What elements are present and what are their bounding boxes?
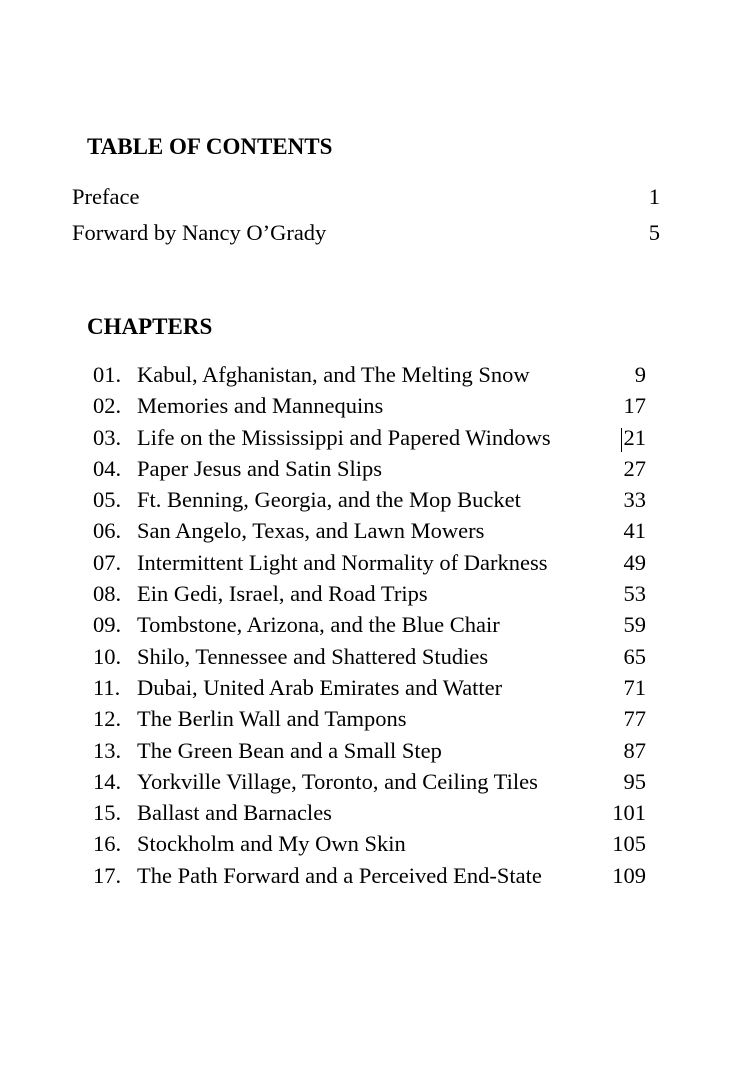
chapter-row[interactable] (93, 455, 653, 489)
chapter-number: 04. (93, 455, 122, 481)
chapter-page-number: 49 (623, 549, 646, 575)
chapters-heading: CHAPTERS (87, 314, 213, 339)
chapter-title: The Green Bean and a Small Step (137, 737, 442, 763)
chapter-title: Dubai, United Arab Emirates and Watter (137, 674, 503, 700)
chapter-page-number: 105 (612, 831, 646, 857)
chapter-number: 01. (93, 362, 122, 387)
chapter-row[interactable] (93, 643, 653, 677)
chapter-title: Ein Gedi, Israel, and Road Trips (137, 581, 428, 607)
chapter-page-number: 59 (623, 612, 646, 638)
chapter-page-number: 21 (623, 424, 646, 450)
chapter-number: 15. (93, 800, 122, 826)
chapter-number: 17. (93, 862, 122, 888)
chapter-row[interactable] (93, 833, 653, 864)
chapter-row[interactable] (93, 802, 653, 833)
chapter-number: 12. (93, 706, 122, 732)
chapter-row[interactable] (93, 424, 653, 458)
chapter-number: 16. (93, 831, 122, 857)
chapter-title: San Angelo, Texas, and Lawn Mowers (137, 518, 485, 544)
chapter-row[interactable] (93, 364, 653, 395)
chapter-page-number: 53 (623, 581, 646, 607)
chapter-page-number: 41 (623, 518, 646, 544)
chapter-number: 02. (93, 393, 122, 419)
chapter-row[interactable] (93, 674, 653, 708)
chapter-number: 03. (93, 424, 122, 450)
chapter-number: 07. (93, 549, 122, 575)
chapter-number: 05. (93, 487, 122, 513)
chapter-row[interactable] (93, 708, 653, 739)
chapter-page-number: 65 (623, 643, 646, 669)
chapter-number: 09. (93, 612, 122, 638)
chapter-title: The Berlin Wall and Tampons (137, 706, 407, 732)
chapter-row[interactable] (93, 768, 653, 802)
chapter-page-number: 95 (623, 768, 646, 794)
chapter-row[interactable] (93, 549, 653, 583)
chapter-title: Tombstone, Arizona, and the Blue Chair (137, 612, 500, 638)
chapter-title: Ballast and Barnacles (137, 800, 332, 826)
chapter-page-number: 17 (623, 393, 646, 419)
chapter-title: Intermittent Light and Normality of Darkness (137, 549, 548, 575)
chapter-row[interactable] (93, 489, 653, 520)
chapter-page-number: 33 (623, 487, 646, 513)
front-matter-title: Forward by Nancy O’Grady (72, 220, 327, 245)
chapter-title: Yorkville Village, Toronto, and Ceiling Tiles (137, 768, 538, 794)
chapter-list (93, 364, 653, 896)
chapter-row[interactable] (93, 862, 653, 896)
chapter-row[interactable] (93, 583, 653, 614)
chapter-row[interactable] (93, 395, 653, 426)
chapter-title: The Path Forward and a Perceived End-State (137, 862, 542, 888)
front-matter-title: Preface (72, 184, 140, 209)
chapter-title: Memories and Mannequins (137, 393, 384, 419)
front-matter-page: 5 (648, 220, 660, 245)
chapter-page-number: 77 (623, 706, 646, 732)
chapter-number: 08. (93, 581, 122, 607)
chapter-title: Stockholm and My Own Skin (137, 831, 406, 857)
chapter-title: Shilo, Tennessee and Shattered Studies (137, 643, 489, 669)
chapter-title: Life on the Mississippi and Papered Windows (137, 424, 551, 450)
chapter-row[interactable] (93, 737, 653, 771)
chapter-title: Paper Jesus and Satin Slips (137, 455, 382, 481)
chapter-number: 14. (93, 768, 122, 794)
toc-heading: TABLE OF CONTENTS (87, 134, 333, 159)
chapter-number: 06. (93, 518, 122, 544)
chapter-row[interactable] (93, 614, 653, 645)
chapter-number: 11. (93, 674, 121, 700)
text-cursor (621, 428, 622, 452)
chapter-page-number: 9 (634, 362, 646, 387)
chapter-page-number: 87 (623, 737, 646, 763)
chapter-page-number: 109 (612, 862, 646, 888)
chapter-number: 13. (93, 737, 122, 763)
chapter-title: Ft. Benning, Georgia, and the Mop Bucket (137, 487, 521, 513)
chapter-page-number: 27 (623, 455, 646, 481)
front-matter-page: 1 (648, 184, 660, 209)
chapter-number: 10. (93, 643, 122, 669)
chapter-title: Kabul, Afghanistan, and The Melting Snow (137, 362, 530, 387)
chapter-page-number: 71 (623, 674, 646, 700)
chapter-page-number: 101 (612, 800, 646, 826)
chapter-row[interactable] (93, 520, 653, 551)
